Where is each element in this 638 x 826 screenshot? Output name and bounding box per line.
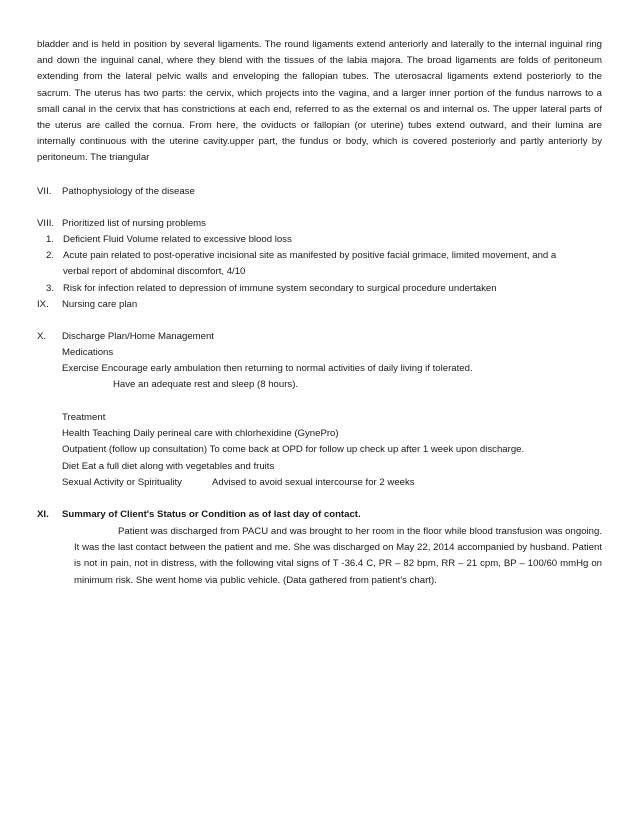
section-title: Pathophysiology of the disease xyxy=(62,186,195,197)
section-title: Discharge Plan/Home Management xyxy=(62,331,214,342)
diet-line: Diet Eat a full diet along with vegetables and fruits xyxy=(62,461,275,472)
sexual-activity-label: Sexual Activity or Spirituality xyxy=(62,477,182,488)
list-item-number: 1. xyxy=(46,234,55,245)
section-number: IX. xyxy=(37,299,49,310)
outpatient-line: Outpatient (follow up consultation) To come back at OPD for follow up check up after 1 week upon discharge. xyxy=(62,444,525,455)
section-number: XI. xyxy=(37,509,49,520)
health-teaching-line: Health Teaching Daily perineal care with chlorhexidine (GynePro) xyxy=(62,428,339,439)
list-item-text: Acute pain related to post-operative incisional site as manifested by positive facial grimace, limited movement, and a verbal report of abdominal discomfort, 4/10 xyxy=(63,250,557,278)
section-number: X. xyxy=(37,331,47,342)
list-item-text: Deficient Fluid Volume related to excessive blood loss xyxy=(63,234,292,245)
list-item-number: 3. xyxy=(46,283,55,294)
section-title: Summary of Client's Status or Condition as of last day of contact. xyxy=(62,509,361,520)
exercise-line: Exercise Encourage early ambulation then returning to normal activities of daily living if tolerated. xyxy=(62,363,473,374)
medications-heading: Medications xyxy=(62,347,114,358)
list-item-number: 2. xyxy=(46,250,55,261)
section-title: Prioritized list of nursing problems xyxy=(62,218,206,229)
treatment-heading: Treatment xyxy=(62,412,106,423)
list-item-text: Risk for infection related to depression of immune system secondary to surgical procedure undertaken xyxy=(63,283,497,294)
exercise-continuation: Have an adequate rest and sleep (8 hours). xyxy=(113,379,299,390)
intro-paragraph: bladder and is held in position by several ligaments. The round ligaments extend anteriorly and laterally to the internal inguinal ring and down the inguinal canal, where they blend with the tissues of the labia majora. The broad ligaments are folds of peritoneum extending from the lateral pelvic walls and enveloping the fallopian tubes. The uterosacral ligaments extend posteriorly to the sacrum. The uterus has two parts: the cervix, which projects into the vagina, and a larger inner portion of the fundus narrows to a small canal in the cervix that has constrictions at each end, referred to as the external os and internal os. The upper lateral parts of the uterus are called the cornua. From here, the oviducts or fallopian (or uterine) tubes extend outward, and their lumina are internally continuous with the uterine cavity.upper part, the fundus or body, which is covered posteriorly and partly anteriorly by peritoneum. The triangular xyxy=(37,39,602,164)
section-number: VIII. xyxy=(37,218,55,229)
summary-paragraph: Patient was discharged from PACU and was brought to her room in the floor while blood transfusion was ongoing. It was the last contact between the patient and me. She was discharged on May 22, 2014 accompanied by husband. Patient is not in pain, not in distress, with the following vital signs of T -36.4 C, PR – 82 bpm, RR – 21 cpm, BP – 100/60 mmHg on minimum risk. She went home via public vehicle. (Data gathered from patient's chart). xyxy=(74,526,602,586)
section-number: VII. xyxy=(37,186,52,197)
section-title: Nursing care plan xyxy=(62,299,138,310)
sexual-activity-text: Advised to avoid sexual intercourse for 2 weeks xyxy=(211,477,415,488)
sexual-activity-line xyxy=(62,475,415,491)
